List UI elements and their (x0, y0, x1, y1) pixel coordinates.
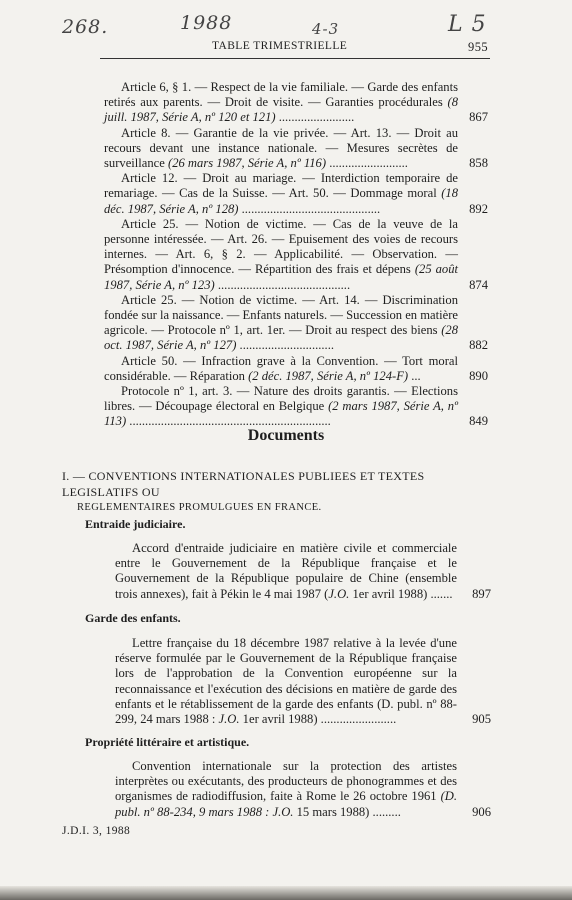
entry-leader: ........................ (275, 110, 355, 125)
section-heading-line2: REGLEMENTAIRES PROMULGUES EN FRANCE. (77, 502, 322, 513)
table-entry (104, 171, 488, 217)
entry-leader: ........................ (317, 712, 397, 727)
entry-citation: (2 mars 1987, Série A, nº 113) (104, 399, 458, 429)
entry-citation: (28 oct. 1987, Série A, nº 127) (104, 323, 458, 353)
entry-page-number: 890 (469, 368, 488, 383)
subsection-entry (115, 759, 491, 820)
table-entries (104, 80, 488, 430)
entry-citation: (18 déc. 1987, Série A, nº 128) (104, 186, 458, 216)
table-entry (104, 217, 488, 293)
entry-text: Accord d'entraide judiciaire en matière civile et commerciale entre le Gouvernement de la République française et le Gouvernement de la République populaire de Chine (ensemble trois annexes), fait à Pékin le 4 mai 1987 ( (115, 541, 457, 601)
entry-text: Article 25. — Notion de victime. — Art. 14. — Discrimination fondée sur la naissance. — Enfants naturels. — Succession en matière agricole. — Protocole nº 1, art. 1er. — Droit au respect des biens (104, 292, 458, 338)
page-number: 955 (468, 40, 488, 54)
entry-text: Lettre française du 18 décembre 1987 relative à la levée d'une réserve formulée par le Gouvernement de la République française lors de l'approbation de la Convention européenne sur la reconnaissance et l'exécution des décisions en matière de garde des enfants et le rétablissement de la garde des enfants (D. publ. nº 88-299, 24 mars 1988 : (115, 636, 457, 727)
entry-leader: ................................................................ (126, 414, 331, 429)
entry-citation: (25 août 1987, Série A, nº 123) (104, 262, 458, 292)
entry-page-number: 882 (469, 338, 488, 353)
handwritten-note-year: 1988 (180, 12, 233, 34)
table-entry (104, 354, 488, 384)
running-header (100, 40, 490, 56)
running-title: TABLE TRIMESTRIELLE (212, 40, 348, 52)
entry-page-number: 905 (472, 712, 491, 727)
entry-text: Article 50. — Infraction grave à la Convention. — Tort moral considérable. — Réparation (104, 353, 458, 383)
entry-leader: .......................................... (214, 277, 351, 292)
table-entry (104, 384, 488, 430)
subsection-entry (115, 541, 491, 602)
entry-page-number: 858 (469, 156, 488, 171)
entry-page-number: 849 (469, 414, 488, 429)
entry-text: Article 6, § 1. — Respect de la vie familiale. — Garde des enfants retirés aux parents. — Droit de visite. — Garanties procédurales (104, 80, 458, 110)
entry-citation: (8 juill. 1987, Série A, nº 120 et 121) (104, 95, 458, 125)
documents-heading: Documents (247, 427, 325, 444)
scan-edge-shadow (0, 886, 572, 900)
subsection-title: Garde des enfants. (85, 611, 181, 625)
entry-italic-ref: J.O. (218, 712, 240, 727)
handwritten-note-left: 268. (62, 16, 109, 38)
entry-page-number: 867 (469, 110, 488, 125)
entry-leader: ......................... (326, 156, 408, 171)
section-heading (62, 468, 490, 516)
entry-italic-ref: J.O. (328, 586, 350, 601)
entry-citation: (2 déc. 1987, Série A, nº 124-F) (248, 368, 409, 383)
table-entry (104, 126, 488, 172)
entry-citation: (26 mars 1987, Série A, nº 116) (168, 156, 327, 171)
handwritten-note-mid: 4-3 (312, 20, 340, 38)
subsection-entry (115, 636, 491, 727)
entry-page-number: 874 (469, 277, 488, 292)
entry-tail: 1er avril 1988) (349, 586, 428, 601)
section-heading-line1: I. — CONVENTIONS INTERNATIONALES PUBLIEES ET TEXTES LEGISLATIFS OU (62, 469, 425, 499)
entry-leader: ....... (427, 586, 453, 601)
entry-leader: ............................................ (238, 201, 381, 216)
entry-leader: ......... (369, 804, 401, 819)
subsection-title: Entraide judiciaire. (85, 517, 186, 531)
entry-text: Article 8. — Garantie de la vie privée. — Art. 13. — Droit au recours devant une instance nationale. — Mesures secrètes de surveillance (104, 125, 458, 171)
entry-page-number: 892 (469, 201, 488, 216)
entry-tail: 1er avril 1988) (239, 712, 318, 727)
entry-page-number: 897 (472, 586, 491, 601)
entry-tail: 15 mars 1988) (293, 804, 370, 819)
entry-page-number: 906 (472, 804, 491, 819)
entry-leader: .............................. (236, 338, 334, 353)
entry-italic-ref: (D. publ. nº 88-234, 9 mars 1988 : J.O. (115, 789, 457, 819)
entry-text: Article 25. — Notion de victime. — Cas de la veuve de la personne intéressée. — Art. 26. — Epuisement des voies de recours internes. — Art. 6, § 2. — Applicabilité. — Observation. — Présomption d'innocence. — Répartition des frais et dépens (104, 216, 458, 277)
entry-text: Article 12. — Droit au mariage. — Interdiction temporaire de remariage. — Cas de la Suisse. — Art. 50. — Dommage moral (104, 171, 458, 201)
entry-leader: ... (408, 368, 421, 383)
header-rule (100, 58, 490, 59)
entry-text: Convention internationale sur la protection des artistes interprètes ou exécutants, des producteurs de phonogrammes et des organismes de radiodiffusion, faite à Rome le 26 octobre 1961 (115, 759, 457, 804)
subsection-title: Propriété littéraire et artistique. (85, 735, 250, 749)
journal-footer: J.D.I. 3, 1988 (62, 825, 131, 837)
table-entry (104, 80, 488, 126)
table-entry (104, 293, 488, 354)
entry-text: Protocole nº 1, art. 3. — Nature des droits garantis. — Elections libres. — Découpage électoral en Belgique (104, 384, 458, 414)
handwritten-note-right: L 5 (448, 12, 487, 37)
